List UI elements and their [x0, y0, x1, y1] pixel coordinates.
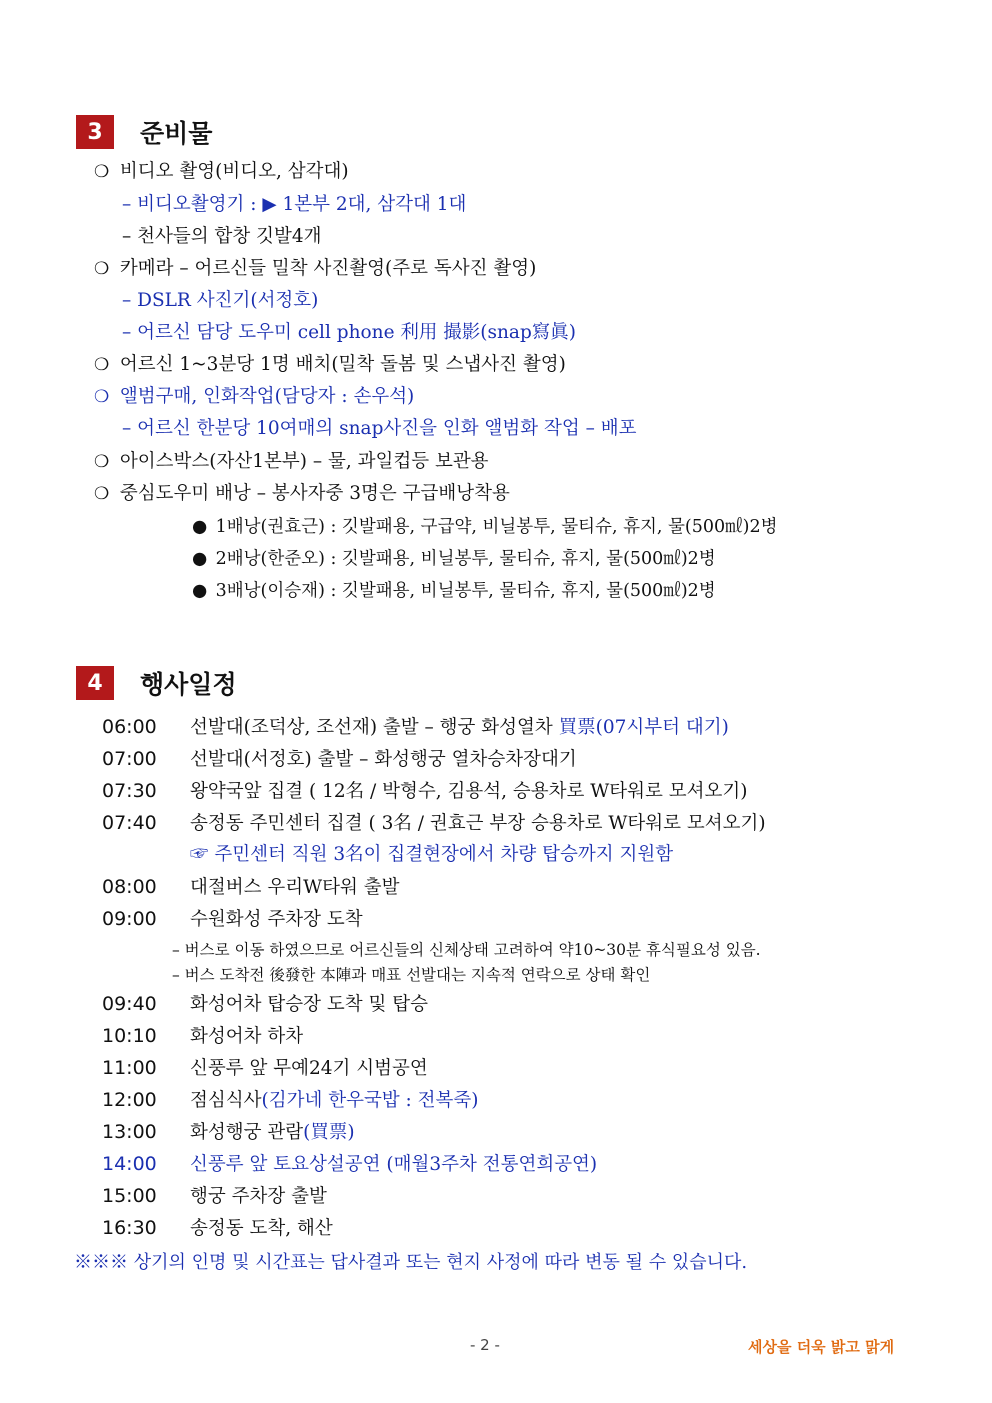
list-item: ● 1배낭(권효근) : 깃발패용, 구급약, 비닐봉투, 물티슈, 휴지, 물(500㎖)2병	[192, 517, 778, 537]
section-4-number: 4	[76, 666, 114, 700]
schedule-time: 06:00	[102, 716, 157, 738]
footer-slogan: 세상을 더욱 밝고 맑게	[748, 1338, 895, 1356]
schedule-time: 09:40	[102, 993, 157, 1015]
schedule-time: 10:10	[102, 1025, 157, 1047]
schedule-row: 11:00 신풍루 앞 무예24기 시범공연	[102, 1057, 428, 1079]
list-item: – 천사들의 합창 깃발4개	[122, 226, 322, 247]
list-item: ❍ 아이스박스(자산1본부) – 물, 과일컵등 보관용	[94, 451, 489, 472]
schedule-row: 12:00 점심식사(김가네 한우국밥 : 전복죽)	[102, 1089, 479, 1111]
schedule-time: 08:00	[102, 876, 157, 898]
schedule-row: 08:00 대절버스 우리W타워 출발	[102, 876, 400, 898]
schedule-time: 11:00	[102, 1057, 157, 1079]
schedule-row: ☞ 주민센터 직원 3名이 집결현장에서 차량 탑승까지 지원함	[190, 844, 674, 865]
schedule-row: 07:30 왕약국앞 집결 ( 12名 / 박형수, 김용석, 승용차로 W타워로 모셔오기)	[102, 780, 748, 802]
list-item: ● 2배낭(한준오) : 깃발패용, 비닐봉투, 물티슈, 휴지, 물(500㎖)2병	[192, 549, 716, 569]
circle-bullet-icon: ❍	[94, 452, 110, 472]
schedule-row: 13:00 화성행궁 관람(買票)	[102, 1121, 355, 1143]
section-3-title: 준비물	[140, 119, 213, 148]
list-item: ❍ 앨범구매, 인화작업(담당자 : 손우석)	[94, 386, 415, 407]
schedule-row: 16:30 송정동 도착, 해산	[102, 1217, 333, 1239]
list-item: – DSLR 사진기(서정호)	[122, 290, 319, 311]
list-item: – 비디오촬영기 : ▶ 1본부 2대, 삼각대 1대	[122, 194, 467, 215]
list-item: ● 3배낭(이승재) : 깃발패용, 비닐봉투, 물티슈, 휴지, 물(500㎖)2병	[192, 581, 716, 601]
circle-bullet-icon: ❍	[94, 259, 110, 279]
schedule-row: 09:40 화성어차 탑승장 도착 및 탑승	[102, 993, 428, 1015]
section-3-number: 3	[76, 115, 114, 149]
schedule-row: 10:10 화성어차 하차	[102, 1025, 304, 1047]
list-item: ❍ 어르신 1~3분당 1명 배치(밀착 돌봄 및 스냅사진 촬영)	[94, 354, 566, 375]
list-item: – 어르신 담당 도우미 cell phone 利用 撮影(snap寫眞)	[122, 322, 577, 343]
circle-bullet-icon: ❍	[94, 387, 110, 407]
dot-bullet-icon: ●	[192, 517, 208, 537]
schedule-row: 14:00 신풍루 앞 토요상설공연 (매월3주차 전통연희공연)	[102, 1153, 598, 1175]
schedule-time: 07:30	[102, 780, 157, 802]
list-item: – 어르신 한분당 10여매의 snap사진을 인화 앨범화 작업 – 배포	[122, 418, 637, 439]
section-4-title: 행사일정	[140, 670, 237, 699]
schedule-row: 06:00 선발대(조덕상, 조선재) 출발 – 행궁 화성열차 買票(07시부터 대기)	[102, 716, 729, 738]
schedule-time: 09:00	[102, 908, 157, 930]
schedule-note: – 버스 도착전 後發한 本陣과 매표 선발대는 지속적 연락으로 상태 확인	[172, 966, 651, 984]
schedule-note: – 버스로 이동 하였으므로 어르신들의 신체상태 고려하여 약10~30분 휴식필요성 있음.	[172, 941, 761, 959]
dot-bullet-icon: ●	[192, 549, 208, 569]
circle-bullet-icon: ❍	[94, 355, 110, 375]
schedule-row: 15:00 행궁 주차장 출발	[102, 1185, 327, 1207]
section-4-header	[76, 666, 237, 700]
schedule-time: 15:00	[102, 1185, 157, 1207]
schedule-time: 14:00	[102, 1153, 157, 1175]
schedule-row: 09:00 수원화성 주차장 도착	[102, 908, 363, 930]
schedule-time: 13:00	[102, 1121, 157, 1143]
circle-bullet-icon: ❍	[94, 484, 110, 504]
list-item: ❍ 카메라 – 어르신들 밀착 사진촬영(주로 독사진 촬영)	[94, 258, 537, 279]
schedule-row: 07:40 송정동 주민센터 집결 ( 3名 / 권효근 부장 승용차로 W타워로 모셔오기)	[102, 812, 766, 834]
schedule-time: 12:00	[102, 1089, 157, 1111]
page-number: - 2 -	[470, 1336, 500, 1354]
section-3-header	[76, 115, 212, 149]
dot-bullet-icon: ●	[192, 581, 208, 601]
schedule-time: 07:00	[102, 748, 157, 770]
disclaimer-note: ※※※ 상기의 인명 및 시간표는 답사결과 또는 현지 사정에 따라 변동 될 수 있습니다.	[74, 1252, 748, 1273]
circle-bullet-icon: ❍	[94, 162, 110, 182]
schedule-time: 16:30	[102, 1217, 157, 1239]
list-item: ❍ 비디오 촬영(비디오, 삼각대)	[94, 161, 349, 182]
schedule-row: 07:00 선발대(서정호) 출발 – 화성행궁 열차승차장대기	[102, 748, 577, 770]
schedule-time: 07:40	[102, 812, 157, 834]
list-item: ❍ 중심도우미 배낭 – 봉사자중 3명은 구급배낭착용	[94, 483, 510, 504]
